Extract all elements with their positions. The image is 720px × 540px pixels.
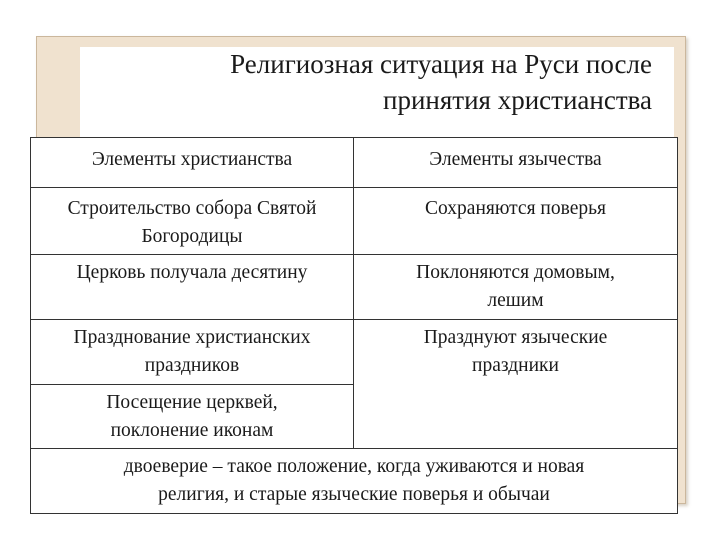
header-pagan-text: Элементы язычества [429, 149, 602, 170]
cell-line: праздники [472, 355, 559, 376]
cell-christian-2 [31, 259, 353, 287]
cell-line: Посещение церквей, [106, 392, 278, 413]
header-christian-text: Элементы христианства [91, 149, 293, 170]
footer-line: двоеверие – такое положение, когда уживаются и новая [123, 456, 585, 477]
header-christian [31, 146, 353, 174]
cell-line: лешим [487, 290, 544, 311]
table-rule [31, 254, 677, 255]
header-pagan [354, 146, 677, 174]
cell-line: Строительство собора Святой [67, 198, 317, 219]
cell-christian-3 [31, 324, 353, 380]
cell-line: поклонение иконам [110, 420, 274, 441]
slide-title [90, 46, 652, 118]
table-rule [31, 187, 677, 188]
cell-christian-4 [31, 389, 353, 445]
footer-line: религия, и старые языческие поверья и обычаи [158, 484, 550, 505]
cell-line: Празднование христианских [73, 327, 311, 348]
cell-line: Поклоняются домовым, [416, 262, 615, 283]
slide-title-line-1: Религиозная ситуация на Руси после [230, 49, 652, 79]
cell-pagan-2 [354, 259, 677, 315]
cell-line: праздников [144, 355, 240, 376]
cell-christian-1 [31, 195, 353, 251]
cell-pagan-3 [354, 324, 677, 380]
table-rule [31, 319, 677, 320]
cell-line: Богородицы [141, 226, 243, 247]
cell-line: Празднуют языческие [423, 327, 608, 348]
table-rule [31, 448, 677, 449]
comparison-table [30, 137, 678, 514]
table-rule [31, 384, 353, 385]
cell-line: Церковь получала десятину [76, 262, 308, 283]
slide-title-line-2: принятия христианства [383, 85, 652, 115]
cell-line: Сохраняются поверья [425, 198, 606, 219]
table-footer-definition [31, 453, 677, 509]
cell-pagan-1 [354, 195, 677, 223]
